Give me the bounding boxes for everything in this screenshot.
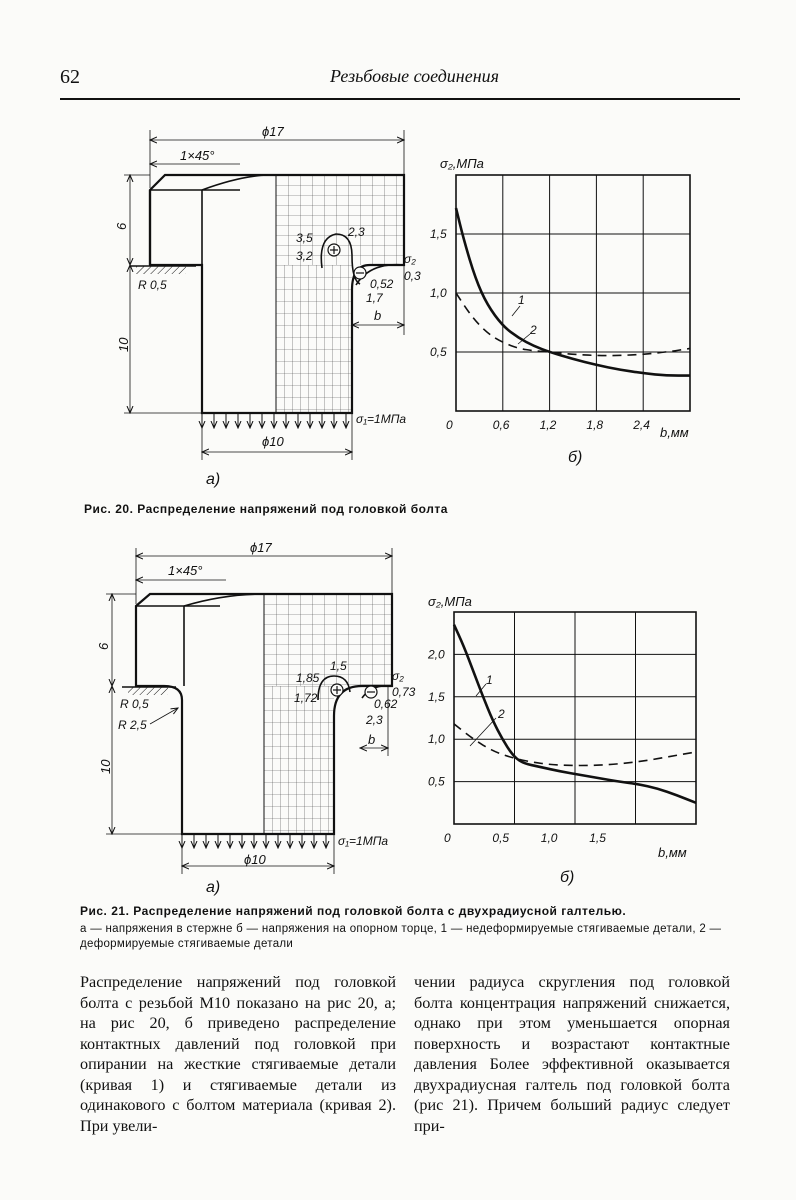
- dim-chamfer: 1×45°: [180, 148, 215, 163]
- series-label-1: 1: [518, 293, 525, 307]
- running-title: Резьбовые соединения: [330, 66, 500, 86]
- series-curve-1: [456, 208, 690, 376]
- dim-diameter-10: ϕ10: [262, 434, 284, 449]
- value-0-52: 0,52: [370, 277, 394, 291]
- figure-20-caption: Рис. 20. Распределение напряжений под головкой болта: [84, 502, 448, 516]
- value-1-72: 1,72: [294, 691, 318, 705]
- fillet-radius-large: R 2,5: [118, 718, 147, 732]
- fillet-radius-small: R 0,5: [120, 697, 149, 711]
- mesh-shank: [276, 265, 352, 413]
- x-tick-label: 2,4: [633, 418, 650, 432]
- y-tick-label: 1,5: [430, 227, 447, 241]
- body-text-right-column: чении радиуса скругления под головкой болта концентрация напряжений снижается, однако при этом уменьшается опорная поверхность и возрастают контактные давления Более эффективной оказывается двухрадиусная галтель под головкой болта (рис 21). Причем больший радиус следует при-: [414, 973, 730, 1135]
- fillet-radius: R 0,5: [138, 278, 167, 292]
- figure-21-legend: а — напряжения в стержне б — напряжения на опорном торце, 1 — недеформируемые стягиваемые детали, 2 — деформируемые стягиваемые детали: [80, 923, 722, 950]
- y-tick-label: 1,0: [430, 286, 447, 300]
- mesh-head: [264, 594, 392, 686]
- x-tick-label: 1,2: [539, 418, 557, 432]
- value-2-3: 2,3: [348, 225, 365, 239]
- dim-diameter-17: ϕ17: [262, 124, 284, 139]
- load-arrows: [202, 413, 346, 428]
- load-label: σ₁=1МПа: [338, 834, 389, 848]
- y-tick-label: 2,0: [428, 647, 445, 662]
- x-tick-label: 0,5: [492, 831, 510, 845]
- y-axis-label: σ₂,МПа: [428, 594, 472, 609]
- load-label: σ₁=1МПа: [356, 412, 407, 426]
- x-tick-label: 1,5: [589, 831, 606, 845]
- x-tick-label: 0,6: [492, 418, 510, 432]
- support-hatch: [128, 687, 168, 695]
- value-2-3: 2,3: [366, 713, 383, 727]
- series-label-2: 2: [530, 323, 537, 337]
- x-axis-label: b,мм: [660, 425, 689, 440]
- value-0-73: 0,73: [392, 685, 416, 699]
- figure-21-caption: Рис. 21. Распределение напряжений под головкой болта с двухрадиусной галтелью.: [80, 904, 627, 918]
- value-1-5: 1,5: [330, 659, 347, 673]
- dim-diameter-10: ϕ10: [244, 852, 266, 867]
- value-3-2: 3,2: [296, 249, 313, 263]
- dim-chamfer: 1×45°: [168, 563, 203, 578]
- panel-a-label: а): [206, 471, 221, 488]
- support-hatch: [136, 266, 186, 274]
- fig21-panel-a: [96, 540, 416, 896]
- y-tick-label: 1,0: [428, 732, 445, 747]
- dim-shank-length: 10: [116, 337, 131, 352]
- x-tick-label: 1,0: [540, 831, 558, 845]
- value-0-3: 0,3: [404, 269, 421, 283]
- value-0-62: 0,62: [374, 697, 398, 711]
- value-3-5: 3,5: [296, 231, 313, 245]
- y-axis-label: σ₂,МПа: [440, 156, 484, 171]
- mesh-shank: [264, 686, 334, 834]
- body-text-left-column: Распределение напряжений под головкой болта с резьбой М10 показано на рис 20, а; на рис 20, б приведено распределение контактных давлений под головкой при опирании на жесткие стягиваемые детали (кривая 1) и стягиваемые детали из одинакового с болтом материала (кривая 2). При увели-: [80, 973, 396, 1135]
- y-tick-label: 0,5: [428, 774, 445, 789]
- dim-head-height: 6: [96, 642, 111, 650]
- panel-a-label: а): [206, 879, 221, 896]
- series-curve-2: [456, 293, 690, 356]
- y-tick-label: 1,5: [428, 689, 445, 704]
- page-number: 62: [60, 66, 80, 88]
- series-label-2: 2: [498, 707, 505, 721]
- series-label-1: 1: [486, 673, 493, 687]
- y-tick-label: 0,5: [430, 345, 447, 359]
- x-axis-label: b,мм: [658, 845, 687, 860]
- x-tick-label: 1,8: [586, 418, 604, 432]
- load-arrows: [182, 834, 326, 848]
- x-tick-label: 0: [444, 831, 451, 845]
- x-tick-label: 0: [446, 418, 453, 432]
- dim-b: b: [368, 732, 376, 747]
- panel-b-label: б): [560, 869, 575, 886]
- dim-head-height: 6: [114, 222, 129, 230]
- dim-diameter-17: ϕ17: [250, 540, 272, 555]
- fig20-chart: [430, 156, 690, 466]
- fig20-panel-a: [114, 124, 421, 488]
- value-1-7: 1,7: [366, 291, 383, 305]
- dim-b: b: [374, 308, 382, 323]
- panel-b-label: б): [568, 449, 583, 466]
- value-1-85: 1,85: [296, 671, 320, 685]
- fig21-chart: [427, 594, 696, 886]
- sigma2-label: σ₂: [392, 669, 404, 683]
- series-label-leader: [512, 306, 520, 316]
- dim-shank-length: 10: [98, 759, 113, 774]
- series-label-leader: [470, 718, 496, 746]
- sigma2-label: σ₂: [404, 252, 416, 266]
